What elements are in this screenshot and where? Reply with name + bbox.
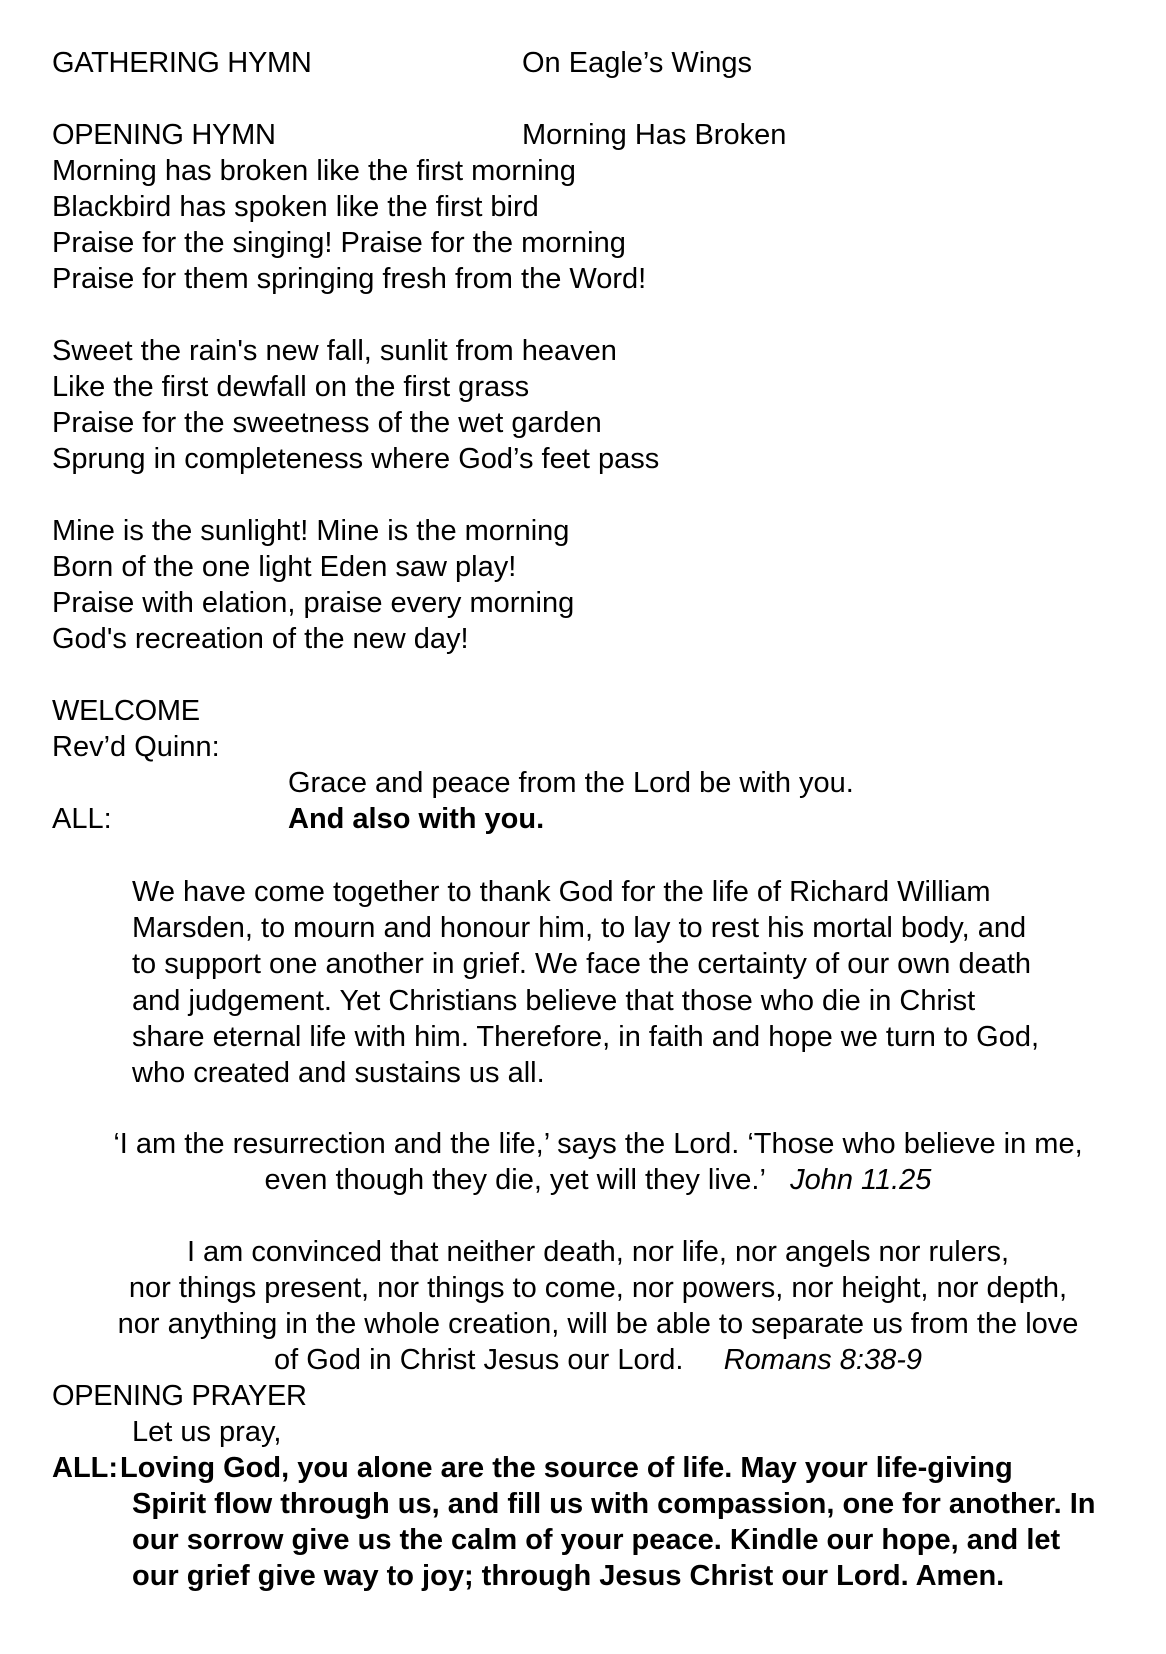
hymn-line: Praise for the sweetness of the wet garden	[52, 407, 602, 439]
scripture-quote-line: nor things present, nor things to come, nor powers, nor height, nor depth,	[128, 1272, 1068, 1304]
quote-text: even though they die, yet will they live.’	[264, 1164, 766, 1196]
opening-hymn-heading: OPENING HYMN	[52, 119, 276, 151]
paragraph-line: who created and sustains us all.	[132, 1057, 545, 1090]
prayer-line: our sorrow give us the calm of your peace. Kindle our hope, and let	[132, 1524, 1061, 1556]
greeting-text: Grace and peace from the Lord be with you.	[288, 767, 854, 799]
paragraph-line: and judgement. Yet Christians believe that those who die in Christ	[132, 984, 976, 1017]
hymn-line: Praise with elation, praise every morning	[52, 587, 575, 619]
scripture-quote-line: I am convinced that neither death, nor life, nor angels nor rulers,	[186, 1236, 1010, 1268]
paragraph-line: We have come together to thank God for the life of Richard William	[132, 876, 991, 908]
prayer-line: our grief give way to joy; through Jesus Christ our Lord. Amen.	[132, 1560, 1005, 1592]
hymn-line: Morning has broken like the first morning	[52, 155, 576, 187]
prayer-line: Loving God, you alone are the source of life. May your life-giving	[120, 1452, 1013, 1484]
hymn-line: Mine is the sunlight! Mine is the morning	[52, 515, 570, 547]
scripture-quote-line	[0, 1162, 1166, 1198]
paragraph-line: to support one another in grief. We face the certainty of our own death	[132, 948, 1032, 981]
scripture-quote-line	[0, 1342, 1166, 1378]
hymn-line: Blackbird has spoken like the first bird	[52, 191, 539, 223]
hymn-line: Born of the one light Eden saw play!	[52, 551, 517, 583]
paragraph-line: Marsden, to mourn and honour him, to lay to rest his mortal body, and	[132, 912, 1027, 945]
prayer-all-label: ALL:	[52, 1452, 119, 1484]
hymn-line: God's recreation of the new day!	[52, 623, 469, 655]
prayer-line: Spirit flow through us, and fill us with compassion, one for another. In	[132, 1488, 1096, 1520]
hymn-line: Praise for the singing! Praise for the morning	[52, 227, 626, 259]
scripture-reference: Romans 8:38-9	[723, 1344, 922, 1376]
opening-prayer-heading: OPENING PRAYER	[52, 1380, 307, 1412]
quote-text: of God in Christ Jesus our Lord.	[274, 1344, 684, 1376]
paragraph-line: share eternal life with him. Therefore, in faith and hope we turn to God,	[132, 1020, 1040, 1053]
scripture-reference: John 11.25	[790, 1164, 932, 1196]
hymn-line: Sprung in completeness where God’s feet pass	[52, 443, 660, 475]
gathering-hymn-title: On Eagle’s Wings	[522, 47, 752, 79]
scripture-quote-line: ‘I am the resurrection and the life,’ says the Lord. ‘Those who believe in me,	[113, 1128, 1083, 1160]
welcome-paragraph	[132, 874, 1039, 1091]
welcome-heading: WELCOME	[52, 695, 200, 727]
gathering-hymn-heading: GATHERING HYMN	[52, 47, 312, 79]
scripture-quote-line: nor anything in the whole creation, will be able to separate us from the love	[117, 1308, 1079, 1340]
hymn-line: Sweet the rain's new fall, sunlit from heaven	[52, 335, 617, 367]
hymn-line: Praise for them springing fresh from the Word!	[52, 263, 647, 295]
opening-hymn-title: Morning Has Broken	[522, 119, 787, 151]
congregation-response: And also with you.	[288, 803, 545, 835]
all-label: ALL:	[52, 803, 112, 835]
hymn-line: Like the first dewfall on the first grass	[52, 371, 530, 403]
leader-label: Rev’d Quinn:	[52, 731, 220, 763]
prayer-invitation: Let us pray,	[132, 1416, 282, 1448]
